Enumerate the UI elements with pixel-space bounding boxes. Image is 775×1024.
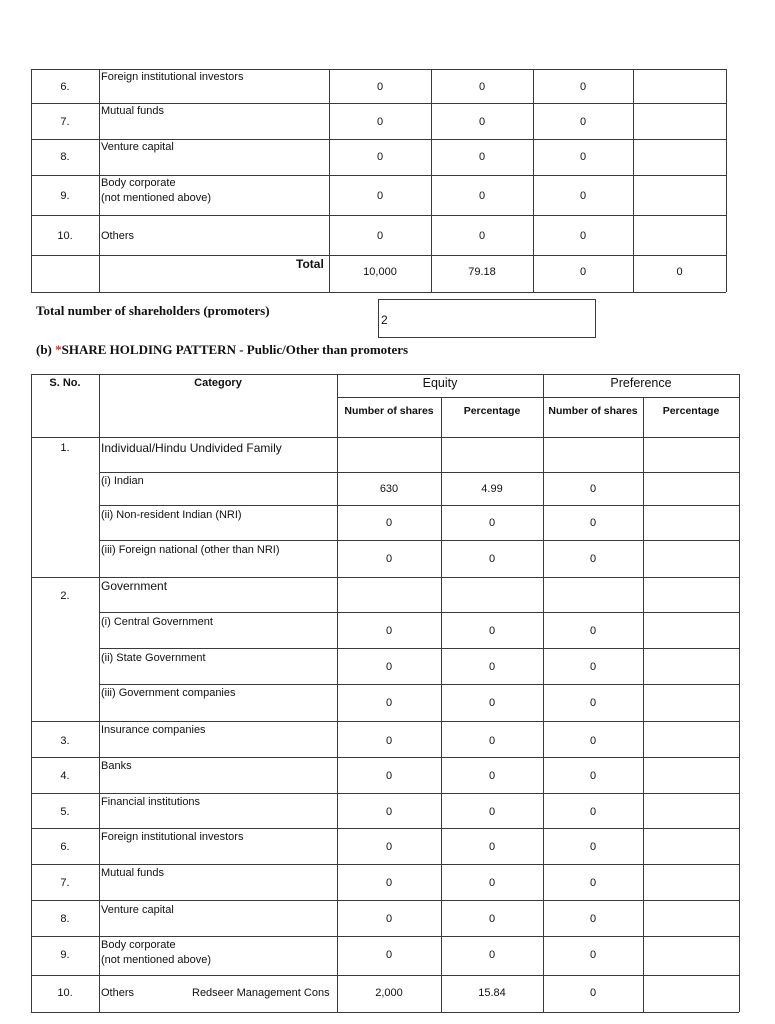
row-sno: 9. — [60, 190, 70, 202]
equity-shares: 630 — [379, 483, 399, 495]
row-sno: 4. — [60, 770, 70, 782]
equity-percentage: 0 — [488, 806, 496, 818]
row-category: Body corporate — [101, 939, 176, 951]
required-asterisk: * — [55, 342, 62, 357]
preference-shares: 0 — [579, 230, 587, 242]
equity-shares: 0 — [385, 949, 393, 961]
equity-shares: 0 — [376, 190, 384, 202]
equity-percentage: 0 — [478, 190, 486, 202]
promoters-count-field[interactable] — [378, 299, 596, 338]
preference-shares: 0 — [589, 877, 597, 889]
total-label: Total — [296, 257, 324, 271]
row-category: (i) Indian — [101, 475, 144, 487]
equity-percentage: 0 — [488, 697, 496, 709]
section-b-prefix: (b) — [36, 342, 56, 357]
row-category: Banks — [101, 760, 132, 772]
preference-shares: 0 — [589, 841, 597, 853]
preference-shares: 0 — [589, 517, 597, 529]
preference-shares: 0 — [589, 553, 597, 565]
equity-percentage: 0 — [488, 517, 496, 529]
equity-shares: 0 — [376, 151, 384, 163]
equity-shares: 0 — [385, 913, 393, 925]
preference-shares: 0 — [589, 625, 597, 637]
row-category-note: (not mentioned above) — [101, 192, 212, 204]
equity-shares: 0 — [376, 116, 384, 128]
equity-percentage: 0 — [488, 770, 496, 782]
others-entity-name: Redseer Management Cons — [192, 987, 330, 999]
row-sno: 9. — [60, 949, 70, 961]
row-category: Others — [101, 987, 135, 999]
row-sno: 2. — [60, 590, 70, 602]
equity-shares: 0 — [385, 841, 393, 853]
row-category: Government — [101, 579, 168, 593]
row-category: (i) Central Government — [101, 616, 213, 628]
row-sno: 7. — [60, 877, 70, 889]
preference-shares: 0 — [589, 987, 597, 999]
row-sno: 6. — [60, 841, 70, 853]
total-preference-shares: 0 — [579, 266, 587, 278]
row-sno: 8. — [60, 151, 70, 163]
row-category: Foreign institutional investors — [101, 71, 244, 83]
row-sno: 5. — [60, 806, 70, 818]
total-equity-shares: 10,000 — [363, 266, 397, 278]
equity-percentage: 0 — [478, 230, 486, 242]
equity-shares: 0 — [385, 697, 393, 709]
equity-shares: 0 — [385, 661, 393, 673]
preference-shares: 0 — [589, 483, 597, 495]
equity-percentage: 15.84 — [478, 987, 506, 999]
header-equity-percentage: Percentage — [463, 405, 521, 417]
equity-shares: 0 — [385, 625, 393, 637]
row-category: Body corporate — [101, 177, 176, 189]
equity-percentage: 0 — [478, 116, 486, 128]
preference-shares: 0 — [579, 190, 587, 202]
header-equity: Equity — [422, 376, 458, 390]
preference-shares: 0 — [589, 770, 597, 782]
row-category: Mutual funds — [101, 867, 164, 879]
row-category: Venture capital — [101, 141, 174, 153]
row-sno: 3. — [60, 735, 70, 747]
equity-shares: 0 — [385, 735, 393, 747]
row-sno: 8. — [60, 913, 70, 925]
equity-percentage: 0 — [488, 661, 496, 673]
row-category: Financial institutions — [101, 796, 201, 808]
total-equity-percentage: 79.18 — [468, 266, 496, 278]
row-sno: 10. — [57, 230, 73, 242]
header-preference-percentage: Percentage — [662, 405, 720, 417]
equity-percentage: 0 — [478, 81, 486, 93]
preference-shares: 0 — [589, 913, 597, 925]
total-preference-percentage: 0 — [676, 266, 683, 278]
preference-shares: 0 — [579, 151, 587, 163]
equity-shares: 2,000 — [375, 987, 403, 999]
equity-shares: 0 — [385, 877, 393, 889]
equity-shares: 0 — [376, 81, 384, 93]
row-category-note: (not mentioned above) — [101, 954, 212, 966]
equity-percentage: 0 — [488, 841, 496, 853]
preference-shares: 0 — [589, 949, 597, 961]
preference-shares: 0 — [579, 81, 587, 93]
row-category: (ii) State Government — [101, 652, 206, 664]
promoters-count-label: Total number of shareholders (promoters) — [36, 303, 270, 318]
row-sno: 7. — [60, 116, 70, 128]
equity-shares: 0 — [385, 806, 393, 818]
row-category: Others — [101, 230, 135, 242]
row-category: Venture capital — [101, 904, 174, 916]
equity-percentage: 4.99 — [481, 483, 503, 495]
row-category: (iii) Government companies — [101, 687, 236, 699]
preference-shares: 0 — [589, 806, 597, 818]
header-equity-number: Number of shares — [344, 405, 434, 417]
equity-percentage: 0 — [488, 949, 496, 961]
equity-shares: 0 — [376, 230, 384, 242]
equity-percentage: 0 — [488, 625, 496, 637]
row-sno: 1. — [60, 442, 70, 454]
equity-percentage: 0 — [488, 735, 496, 747]
preference-shares: 0 — [589, 735, 597, 747]
equity-percentage: 0 — [488, 553, 496, 565]
row-sno: 6. — [60, 81, 70, 93]
section-b-heading — [36, 343, 408, 357]
row-category: Individual/Hindu Undivided Family — [101, 441, 282, 455]
header-preference-number: Number of shares — [548, 405, 638, 417]
section-b-title: SHARE HOLDING PATTERN - Public/Other than promoters — [61, 342, 409, 357]
preference-shares: 0 — [589, 697, 597, 709]
row-category: Insurance companies — [101, 724, 206, 736]
row-category: (ii) Non-resident Indian (NRI) — [101, 509, 242, 521]
row-sno: 10. — [57, 987, 73, 999]
equity-percentage: 0 — [478, 151, 486, 163]
equity-shares: 0 — [385, 770, 393, 782]
header-category: Category — [194, 377, 242, 389]
equity-shares: 0 — [385, 553, 393, 565]
row-category: (iii) Foreign national (other than NRI) — [101, 544, 280, 556]
header-sno: S. No. — [49, 377, 81, 389]
promoters-count-value: 2 — [381, 313, 388, 327]
preference-shares: 0 — [589, 661, 597, 673]
equity-percentage: 0 — [488, 877, 496, 889]
row-category: Mutual funds — [101, 105, 164, 117]
preference-shares: 0 — [579, 116, 587, 128]
header-preference: Preference — [610, 376, 672, 390]
equity-percentage: 0 — [488, 913, 496, 925]
equity-shares: 0 — [385, 517, 393, 529]
row-category: Foreign institutional investors — [101, 831, 244, 843]
